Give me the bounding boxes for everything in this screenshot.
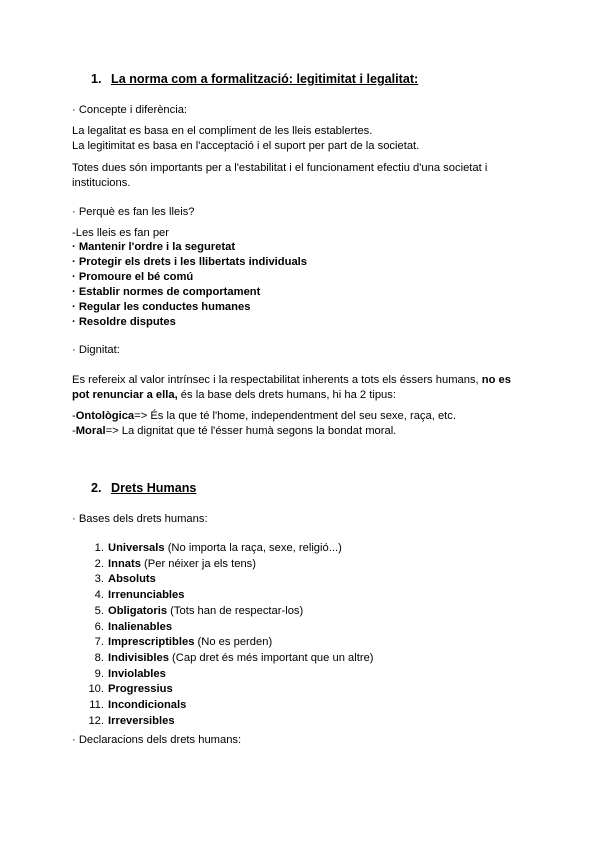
type-description: => La dignitat que té l'ésser humà segons la bondat moral.	[105, 425, 397, 437]
list-text	[108, 604, 303, 619]
list-item-name: Universals	[108, 542, 165, 554]
why-label: · Perquè es fan les lleis?	[72, 206, 195, 218]
list-text	[108, 620, 172, 635]
dignity-type-moral	[72, 424, 396, 439]
section-2-number: 2.	[91, 481, 102, 495]
dignity-label: · Dignitat:	[72, 344, 120, 356]
list-text	[108, 651, 374, 666]
list-number: 8.	[94, 651, 104, 664]
dignity-emphasis: pot renunciar a ella,	[72, 389, 178, 401]
list-item-name: Irreversibles	[108, 714, 175, 727]
list-item-name: Absoluts	[108, 573, 156, 586]
list-item-name: Irrenunciables	[108, 589, 185, 602]
list-item-name: Incondicionals	[108, 699, 187, 711]
list-item-note: (No importa la raça, sexe, religió...)	[164, 542, 342, 554]
list-text	[108, 588, 184, 603]
reason-item: · Resoldre disputes	[72, 316, 176, 328]
section-2-title: Drets Humans	[111, 481, 197, 495]
importance-line-2: institucions.	[72, 177, 131, 189]
list-text	[108, 541, 342, 556]
list-text	[108, 572, 156, 587]
list-text	[108, 682, 173, 697]
dignity-text: Es refereix al valor intrínsec i la respectabilitat inherents a tots els éssers humans,	[72, 374, 482, 386]
list-text	[108, 635, 272, 650]
list-item-name: Innats	[108, 557, 141, 570]
list-number: 11.	[89, 699, 104, 711]
list-item-note: (Tots han de respectar-los)	[167, 604, 304, 617]
list-item-name: Indivisibles	[108, 651, 169, 664]
concept-label: · Concepte i diferència:	[72, 104, 188, 116]
list-number: 1.	[94, 542, 104, 554]
section-1-title: La norma com a formalització: legitimitat i legalitat:	[111, 72, 419, 86]
dignity-emphasis: no es	[481, 374, 512, 386]
list-item-name: Obligatoris	[108, 604, 168, 617]
section-1-heading	[91, 72, 418, 87]
list-item-name: Progressius	[108, 683, 173, 696]
list-text	[108, 698, 186, 713]
list-item-name: Inalienables	[108, 620, 173, 633]
dignity-text: és la base dels drets humans, hi ha 2 tipus:	[177, 389, 396, 401]
list-text	[108, 667, 166, 682]
bases-label: · Bases dels drets humans:	[72, 513, 208, 525]
reason-item: · Promoure el bé comú	[72, 271, 194, 283]
list-number: 6.	[94, 620, 104, 633]
importance-line-1: Totes dues són importants per a l'estabilitat i el funcionament efectiu d'una societat i	[72, 162, 488, 174]
list-item-note: (No es perden)	[194, 636, 273, 649]
list-number: 12.	[88, 714, 104, 727]
section-2-heading	[91, 481, 196, 496]
concept-line-1: La legalitat es basa en el compliment de les lleis establertes.	[72, 125, 373, 137]
dignity-type-ontological	[72, 409, 456, 424]
declarations-label: · Declaracions dels drets humans:	[72, 734, 242, 746]
list-number: 5.	[94, 604, 104, 617]
why-intro: -Les lleis es fan per	[72, 227, 170, 239]
list-text	[108, 714, 175, 729]
reason-item: · Establir normes de comportament	[72, 286, 261, 298]
list-number: 4.	[94, 589, 104, 602]
reason-item: · Mantenir l'ordre i la seguretat	[72, 241, 236, 253]
type-name: Moral	[75, 425, 106, 437]
dignity-paragraph-line-1	[72, 373, 511, 388]
list-number: 9.	[94, 667, 104, 680]
list-item-name: Imprescriptibles	[108, 636, 195, 649]
type-name: Ontològica	[75, 410, 135, 422]
list-number: 2.	[94, 557, 104, 570]
reason-item: · Regular les conductes humanes	[72, 301, 251, 313]
list-item-name: Inviolables	[108, 667, 166, 680]
reason-item: · Protegir els drets i les llibertats individuals	[72, 256, 308, 268]
section-1-number: 1.	[91, 72, 102, 86]
list-number: 3.	[94, 573, 104, 586]
type-prefix: -	[72, 425, 76, 437]
type-prefix: -	[72, 410, 76, 422]
list-number: 7.	[94, 636, 104, 649]
type-description: => És la que té l'home, independentment del seu sexe, raça, etc.	[134, 410, 456, 422]
list-item-note: (Cap dret és més important que un altre)	[168, 651, 374, 664]
list-item-note: (Per néixer ja els tens)	[140, 557, 256, 570]
list-text	[108, 557, 256, 572]
concept-line-2: La legitimitat es basa en l'acceptació i el suport per part de la societat.	[72, 140, 420, 152]
list-number: 10.	[88, 683, 104, 696]
dignity-paragraph-line-2	[72, 388, 396, 403]
